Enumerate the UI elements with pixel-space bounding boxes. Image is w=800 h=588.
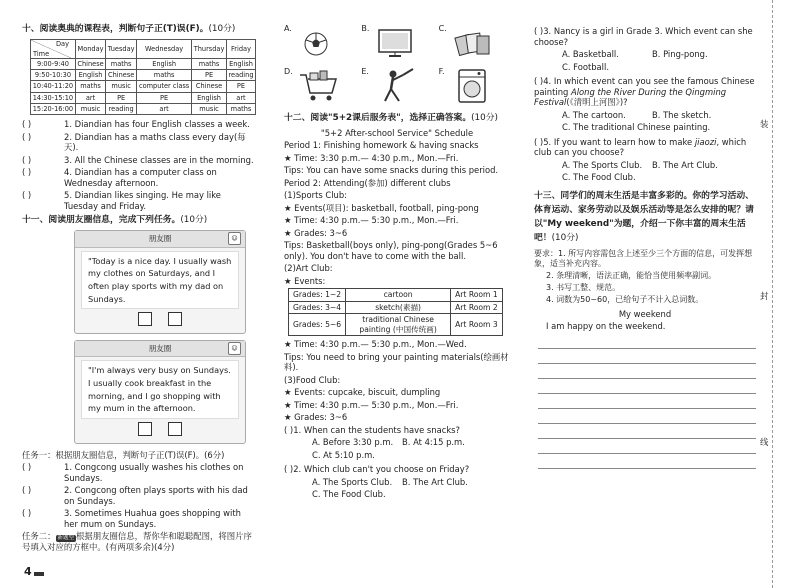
table-row — [31, 81, 256, 92]
picture-option: C. — [439, 24, 510, 64]
question-text: 1. Diandian has four English classes a week. — [64, 119, 250, 130]
question — [22, 485, 254, 506]
option-a[interactable]: A. The cartoon. — [562, 109, 626, 120]
sports-club-tips: Tips: Basketball(boys only), ping-pong(Grades 5~6 only). You don't have to come with the ball. — [284, 240, 498, 261]
table-cell: English — [226, 58, 255, 69]
option-b[interactable]: B. Ping-pong. — [652, 49, 708, 59]
avatar-icon: ☺ — [228, 232, 241, 245]
question-2-options — [284, 477, 510, 488]
writing-line[interactable] — [538, 454, 756, 469]
table-cell: music — [192, 103, 227, 114]
answer-boxes — [75, 422, 245, 439]
picture-option: F. — [439, 67, 510, 107]
option-c[interactable]: C. The Food Club. — [312, 489, 386, 500]
washing-machine-icon — [451, 67, 495, 105]
sports-club-grades: ★ Grades: 3~6 — [284, 227, 348, 238]
table-cell: art — [226, 92, 255, 103]
picture-option: E. — [361, 67, 432, 107]
table-row — [289, 314, 503, 336]
art-club-tips: Tips: You need to bring your painting materials(绘画材料). — [284, 351, 509, 373]
moments-card-text: "Today is a nice day. I usually wash my clothes on Saturdays, and I often play sports with my dad on Sundays. — [81, 251, 239, 310]
task-1-title: 任务一：根据朋友圈信息，判断句子正(T)误(F)。(6分) — [22, 449, 225, 460]
question-5: ( )5. If you want to learn how to make jiaozi, which club can you choose? — [534, 136, 747, 157]
question — [22, 132, 254, 153]
option-c[interactable]: C. At 5:10 p.m. — [312, 449, 375, 460]
page-number: 4 — [24, 565, 32, 578]
moments-card-1 — [74, 230, 246, 334]
table-cell: art — [75, 92, 105, 103]
question — [22, 462, 254, 483]
requirement-4: 4. 词数为50~60，已给句子不计入总词数。 — [546, 294, 704, 304]
page-number-bar — [34, 572, 44, 576]
answer-blank[interactable]: ( ) — [22, 190, 32, 201]
schedule-title: "5+2 After-school Service" Schedule — [320, 127, 474, 138]
time-cell: 15:20-16:00 — [31, 103, 76, 114]
question-text: 1. Congcong usually washes his clothes on Sundays. — [64, 462, 244, 483]
day-header: Friday — [226, 39, 255, 58]
option-b[interactable]: B. The Art Club. — [402, 476, 468, 487]
question — [22, 155, 254, 166]
option-b[interactable]: B. The Art Club. — [652, 159, 718, 170]
timetable-header-row — [31, 39, 256, 58]
day-header: Thursday — [192, 39, 227, 58]
moments-card-header — [75, 231, 245, 247]
option-b[interactable]: B. At 4:15 p.m. — [402, 437, 465, 448]
table-row — [31, 58, 256, 69]
section-10-title: 十、阅读奥典的课程表，判断句子正(T)误(F)。(10分) — [22, 24, 236, 34]
writing-line[interactable] — [538, 364, 756, 379]
table-cell: Chinese — [77, 59, 104, 68]
question-1-options-2 — [284, 450, 510, 461]
column-right — [534, 24, 756, 469]
art-club-time: ★ Time: 4:30 p.m.— 5:30 p.m., Mon.—Wed. — [284, 339, 467, 350]
table-cell: Chinese — [106, 70, 137, 81]
time-cell: 9:50-10:30 — [31, 70, 76, 81]
requirement-2: 2. 条理清晰，语法正确，能恰当使用频率副词。 — [546, 270, 717, 280]
moments-card-2 — [74, 340, 246, 444]
time-cell: 10:40-11:20 — [31, 81, 76, 92]
table-cell: art — [137, 103, 192, 114]
new-question-type-badge: 新题型 — [57, 535, 75, 542]
period-1-time: ★ Time: 3:30 p.m.— 4:30 p.m., Mon.—Fri. — [284, 152, 459, 163]
sports-club-heading: (1)Sports Club: — [284, 190, 347, 201]
question-4-options-2 — [534, 122, 756, 133]
moments-card-header — [75, 341, 245, 357]
option-c[interactable]: C. Football. — [562, 61, 609, 72]
books-icon — [451, 24, 495, 62]
answer-blank[interactable]: ( ) — [22, 131, 32, 142]
food-club-events: ★ Events: cupcake, biscuit, dumpling — [284, 387, 441, 398]
question-4-options — [534, 110, 756, 121]
table-row — [31, 70, 256, 81]
answer-blank[interactable]: ( ) — [22, 462, 32, 473]
baseball-player-icon — [373, 67, 417, 105]
sports-club-time: ★ Time: 4:30 p.m.— 5:30 p.m., Mon.—Fri. — [284, 215, 459, 226]
answer-blank[interactable]: ( ) — [22, 485, 32, 496]
period-1-tips: Tips: You can have some snacks during this period. — [284, 165, 499, 176]
table-cell: Chinese — [192, 81, 227, 92]
writing-line[interactable] — [538, 409, 756, 424]
answer-boxes — [75, 312, 245, 329]
corner-day-label: Day — [55, 39, 69, 48]
binding-label: 装 — [760, 119, 769, 129]
question — [22, 167, 254, 188]
question — [22, 508, 254, 529]
answer-blank[interactable]: ( ) — [22, 119, 32, 130]
requirement-1: 要求：1. 所写内容需包含上述至少三个方面的信息，可发挥想象，适当补充内容。 — [534, 248, 753, 268]
table-cell: music — [75, 103, 105, 114]
column-middle — [284, 24, 510, 502]
table-cell: reading — [228, 71, 254, 80]
question — [22, 119, 254, 130]
table-cell: maths — [106, 58, 137, 69]
column-left — [22, 24, 254, 554]
table-cell: traditional Chinese painting (中国传统画) — [346, 314, 451, 336]
answer-box[interactable] — [168, 422, 182, 436]
table-cell: Art Room 2 — [451, 301, 503, 313]
soccer-ball-icon — [296, 24, 340, 62]
television-icon — [373, 24, 417, 62]
answer-blank[interactable]: ( ) — [22, 167, 32, 178]
writing-line[interactable] — [538, 424, 756, 439]
period-1: Period 1: Finishing homework & having snacks — [284, 140, 479, 151]
table-cell: reading — [106, 103, 137, 114]
table-cell: maths — [192, 58, 227, 69]
timetable — [30, 39, 256, 115]
table-row — [289, 301, 503, 313]
writing-line[interactable] — [538, 334, 756, 349]
option-b[interactable]: B. The sketch. — [652, 109, 712, 120]
section-12-title: 十二、阅读"5+2课后服务表"，选择正确答案。(10分) — [284, 113, 498, 123]
picture-option: A. — [284, 24, 355, 64]
table-cell: Grades: 3~4 — [289, 301, 346, 313]
table-cell: Art Room 1 — [451, 289, 503, 301]
essay-first-line: I am happy on the weekend. — [546, 321, 666, 332]
section-11-title: 十一、阅读朋友圈信息，完成下列任务。(10分) — [22, 215, 208, 226]
day-header: Wednesday — [137, 39, 192, 58]
table-row — [31, 92, 256, 103]
answer-box[interactable] — [138, 422, 152, 436]
food-club-heading: (3)Food Club: — [284, 374, 341, 385]
task-2-title: 任务二： 新题型 根据朋友圈信息，帮你华和聪聪配图，将图片序号填入对应的方框中。(有两项多余)(4分) — [22, 531, 252, 552]
option-a[interactable]: A. Basketball. — [562, 49, 619, 59]
table-cell: maths — [75, 81, 105, 92]
question-text: 5. Diandian likes singing. He may like Tuesday and Friday. — [64, 190, 221, 211]
binding-label: 线 — [760, 437, 769, 447]
question-5-options-2 — [534, 172, 756, 183]
answer-blank[interactable]: ( ) — [22, 508, 32, 519]
table-row — [289, 289, 503, 301]
question — [22, 190, 254, 211]
question-text: 4. Diandian has a computer class on Wednesday afternoon. — [64, 167, 217, 188]
table-cell: PE — [226, 81, 255, 92]
question-text: 3. All the Chinese classes are in the morning. — [64, 154, 254, 165]
table-cell: Grades: 5~6 — [289, 314, 346, 336]
avatar-icon: ☺ — [228, 342, 241, 355]
question-1: ( )1. When can the students have snacks? — [284, 424, 460, 435]
picture-option: D. — [284, 67, 355, 107]
period-2: Period 2: Attending(参加) different clubs — [284, 177, 451, 188]
moments-card-text: "I'm always very busy on Sundays. I usually cook breakfast in the morning, and I go shopping with my mum in the afternoon. — [81, 360, 239, 419]
question-1-options — [284, 437, 510, 448]
table-cell: PE — [106, 92, 137, 103]
art-club-table — [288, 288, 503, 336]
question-text: 3. Sometimes Huahua goes shopping with her mum on Sundays. — [64, 508, 241, 529]
binding-line — [772, 0, 773, 588]
requirement-3: 3. 书写工整、规范。 — [546, 282, 621, 292]
option-a[interactable]: A. The Sports Club. — [562, 159, 643, 170]
answer-box[interactable] — [138, 312, 152, 326]
day-header: Tuesday — [106, 39, 137, 58]
table-cell: sketch(素描) — [346, 301, 451, 313]
question-5-options — [534, 160, 756, 171]
table-row — [31, 103, 256, 114]
timetable-corner — [31, 39, 76, 58]
writing-line[interactable] — [538, 394, 756, 409]
question-2: ( )2. Which club can't you choose on Friday? — [284, 464, 470, 475]
food-club-grades: ★ Grades: 3~6 — [284, 412, 348, 423]
question-3: ( )3. Nancy is a girl in Grade 3. Which event can she choose? — [534, 26, 753, 47]
binding-label: 封 — [760, 291, 769, 301]
essay-title: My weekend — [618, 308, 672, 319]
table-cell: Art Room 3 — [451, 314, 503, 336]
question-text: 2. Congcong often plays sports with his dad on Sundays. — [64, 485, 248, 506]
question-3-options-2 — [534, 62, 756, 73]
picture-option: B. — [361, 24, 432, 64]
answer-blank[interactable]: ( ) — [22, 154, 32, 165]
option-a[interactable]: A. Before 3:30 p.m. — [312, 437, 394, 448]
table-cell: English — [192, 92, 227, 103]
food-club-time: ★ Time: 4:30 p.m.— 5:30 p.m., Mon.—Fri. — [284, 399, 459, 410]
table-cell: Grades: 1~2 — [289, 289, 346, 301]
option-c[interactable]: C. The traditional Chinese painting. — [562, 122, 711, 132]
writing-line[interactable] — [538, 349, 756, 364]
table-cell: maths — [226, 103, 255, 114]
moments-card-title: 朋友圈 — [148, 343, 172, 353]
question-4: ( )4. In which event can you see the famous Chinese painting Along the River During the Qingming Festival(《清明上河图》)? — [534, 76, 755, 107]
table-cell: English — [75, 70, 105, 81]
moments-card-title: 朋友圈 — [148, 234, 172, 244]
sports-club-events: ★ Events(项目): basketball, football, ping-pong — [284, 202, 479, 213]
question-3-options — [534, 49, 756, 60]
question-2-options-2 — [284, 489, 510, 500]
section-13-title: 十三、同学们的周末生活是丰富多彩的。你的学习活动、体育运动、家务劳动以及娱乐活动等是怎么安排的呢？请以"My weekend"为题，介绍一下你丰富的周末生活吧！(10分) — [534, 190, 754, 243]
table-cell: PE — [192, 70, 227, 81]
time-cell: 14:30-15:10 — [31, 92, 76, 103]
table-cell: computer class — [137, 81, 192, 92]
option-c[interactable]: C. The Food Club. — [562, 172, 636, 182]
day-header: Monday — [75, 39, 105, 58]
art-club-events: ★ Events: — [284, 275, 326, 286]
answer-box[interactable] — [168, 312, 182, 326]
table-cell: English — [137, 58, 192, 69]
table-cell: maths — [137, 70, 192, 81]
table-cell: cartoon — [346, 289, 451, 301]
picture-options — [284, 24, 510, 107]
table-cell: music — [106, 81, 137, 92]
option-a[interactable]: A. The Sports Club. — [312, 476, 393, 487]
writing-line[interactable] — [538, 439, 756, 454]
writing-line[interactable] — [538, 379, 756, 394]
corner-time-label: Time — [33, 49, 50, 58]
table-cell: PE — [137, 92, 192, 103]
time-cell: 9:00-9:40 — [31, 58, 76, 69]
shopping-cart-icon — [296, 67, 340, 105]
question-text: 2. Diandian has a maths class every day(每天). — [64, 131, 246, 153]
art-club-heading: (2)Art Club: — [284, 263, 333, 274]
